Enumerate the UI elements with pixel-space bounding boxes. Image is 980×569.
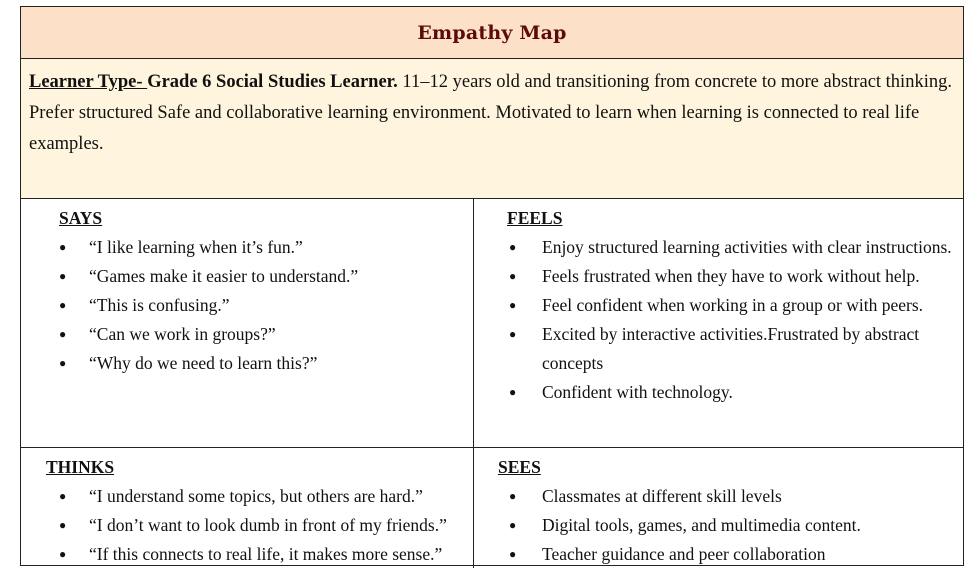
list-item: ● “This is confusing.” <box>59 291 459 320</box>
says-quadrant <box>21 199 474 448</box>
bullet-icon: ● <box>59 489 67 503</box>
thinks-quadrant <box>21 448 474 568</box>
list-item: ● “I like learning when it’s fun.” <box>59 233 459 262</box>
list-item: ● Excited by interactive activities.Frustrated by abstract concepts <box>509 320 959 378</box>
empathy-map-table <box>20 6 964 566</box>
bullet-icon: ● <box>509 489 517 503</box>
bullet-icon: ● <box>509 298 517 312</box>
bullet-icon: ● <box>509 385 517 399</box>
feels-quadrant <box>474 199 963 448</box>
says-heading: SAYS <box>59 208 103 228</box>
learner-type-heading: Grade 6 Social Studies Learner. <box>147 72 398 92</box>
bullet-icon: ● <box>59 547 67 561</box>
bullet-icon: ● <box>59 327 67 341</box>
bullet-icon: ● <box>509 518 517 532</box>
says-list <box>59 233 459 378</box>
list-item: ● Teacher guidance and peer collaboration <box>509 540 959 569</box>
learner-type-label: Learner Type- <box>29 72 148 92</box>
title-row <box>21 7 963 59</box>
page-title: Empathy Map <box>417 21 567 44</box>
list-item: ● Feels frustrated when they have to work without help. <box>509 262 959 291</box>
bullet-icon: ● <box>509 240 517 254</box>
bullet-icon: ● <box>59 356 67 370</box>
list-item: ● “I don’t want to look dumb in front of my friends.” <box>59 511 469 540</box>
list-item: ● “I understand some topics, but others are hard.” <box>59 482 469 511</box>
bullet-icon: ● <box>59 240 67 254</box>
list-item: ● Enjoy structured learning activities with clear instructions. <box>509 233 959 262</box>
list-item: ● Feel confident when working in a group or with peers. <box>509 291 959 320</box>
list-item: ● “Why do we need to learn this?” <box>59 349 459 378</box>
bullet-icon: ● <box>509 269 517 283</box>
bullet-icon: ● <box>59 518 67 532</box>
sees-quadrant <box>474 448 963 568</box>
bullet-icon: ● <box>509 547 517 561</box>
learner-type-row <box>21 59 963 199</box>
bullet-icon: ● <box>509 327 517 341</box>
learner-type-description: 11–12 years old and transitioning from concrete to more abstract thinking. Prefer structured Safe and collaborative learning environment. Motivated to learn when learning is connected to real life examples. <box>29 72 952 154</box>
sees-heading: SEES <box>498 457 541 477</box>
bullet-icon: ● <box>59 269 67 283</box>
thinks-list <box>59 482 469 569</box>
list-item: ● “If this connects to real life, it makes more sense.” <box>59 540 469 569</box>
thinks-heading: THINKS <box>46 457 115 477</box>
list-item: ● Confident with technology. <box>509 378 959 407</box>
feels-list <box>509 233 959 407</box>
bullet-icon: ● <box>59 298 67 312</box>
list-item: ● Digital tools, games, and multimedia content. <box>509 511 959 540</box>
list-item: ● “Can we work in groups?” <box>59 320 459 349</box>
list-item: ● Classmates at different skill levels <box>509 482 959 511</box>
feels-heading: FEELS <box>507 208 563 228</box>
sees-list <box>509 482 959 569</box>
list-item: ● “Games make it easier to understand.” <box>59 262 459 291</box>
